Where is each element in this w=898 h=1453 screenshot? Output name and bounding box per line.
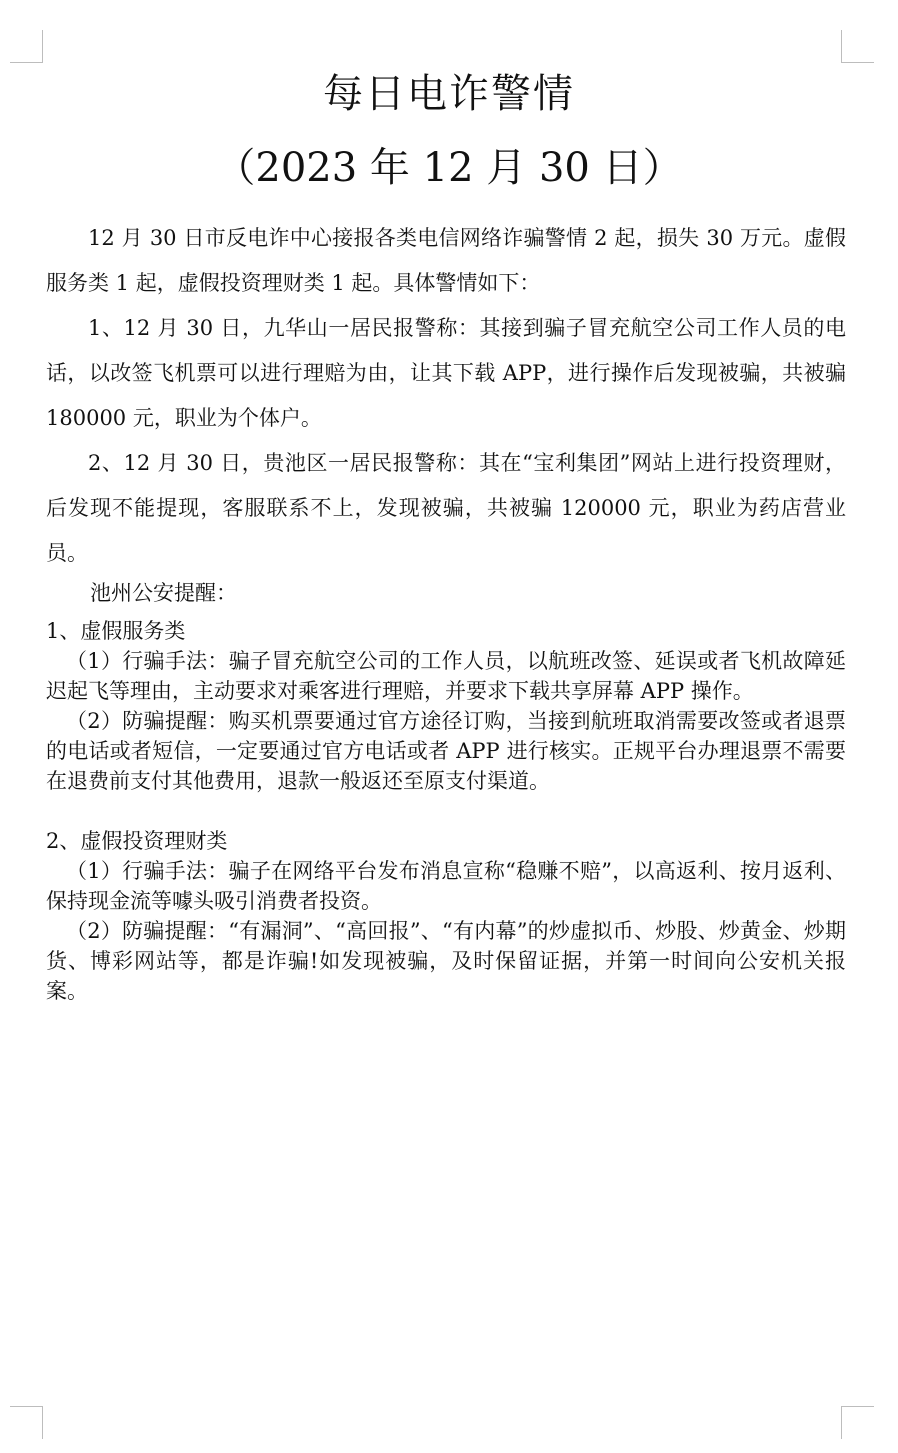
section1-method: （1）行骗手法：骗子冒充航空公司的工作人员，以航班改签、延误或者飞机故障延迟起飞等理由，主动要求对乘客进行理赔，并要求下载共享屏幕 APP 操作。 (46, 649, 846, 703)
case-summary-block (46, 216, 846, 576)
crop-mark-bottom-left (10, 1406, 43, 1439)
section1-prevention: （2）防骗提醒：购买机票要通过官方途径订购，当接到航班取消需要改签或者退票的电话或者短信，一定要通过官方电话或者 APP 进行核实。正规平台办理退票不需要在退费前支付其他费用，退款一般返还至原支付渠道。 (46, 709, 846, 793)
case-paragraph-1: 1、12 月 30 日，九华山一居民报警称：其接到骗子冒充航空公司工作人员的电话，以改签飞机票可以进行理赔为由，让其下载 APP，进行操作后发现被骗，共被骗 180000 元，职业为个体户。 (46, 316, 846, 430)
document-title: 每日电诈警情 (323, 71, 575, 117)
section2-method: （1）行骗手法：骗子在网络平台发布消息宣称“稳赚不赔”，以高返利、按月返利、保持现金流等噱头吸引消费者投资。 (46, 859, 846, 913)
crop-mark-top-left (10, 30, 43, 63)
section1-heading: 1、虚假服务类 (46, 619, 186, 643)
case-paragraph-2: 2、12 月 30 日，贵池区一居民报警称：其在“宝利集团”网站上进行投资理财，后发现不能提现，客服联系不上，发现被骗，共被骗 120000 元，职业为药店营业员。 (46, 451, 846, 565)
section2-heading: 2、虚假投资理财类 (46, 829, 228, 853)
reminder-block (46, 578, 846, 1006)
document-date: （2023 年 12 月 30 日） (215, 145, 683, 191)
crop-mark-bottom-right (841, 1406, 874, 1439)
summary-paragraph: 12 月 30 日市反电诈中心接报各类电信网络诈骗警情 2 起，损失 30 万元。虚假服务类 1 起，虚假投资理财类 1 起。具体警情如下： (46, 226, 846, 295)
crop-mark-top-right (841, 30, 874, 63)
section2-prevention: （2）防骗提醒：“有漏洞”、“高回报”、“有内幕”的炒虚拟币、炒股、炒黄金、炒期货、博彩网站等，都是诈骗!如发现被骗，及时保留证据，并第一时间向公安机关报案。 (46, 919, 846, 1003)
reminder-title: 池州公安提醒： (90, 581, 237, 605)
